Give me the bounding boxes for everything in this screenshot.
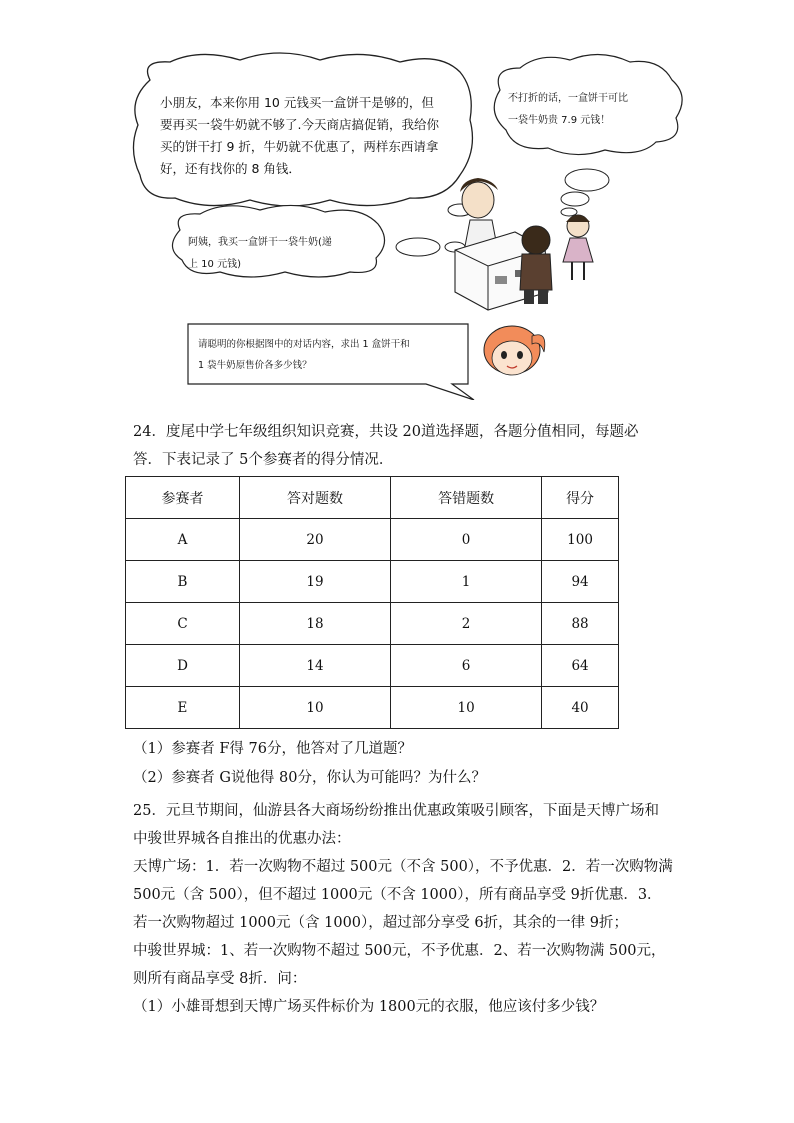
table-cell: 40 <box>542 687 619 729</box>
table-cell: 10 <box>391 687 542 729</box>
question-25-intro: 25．元旦节期间，仙游县各大商场纷纷推出优惠政策吸引顾客，下面是天博广场和中骏世界城各自推出的优惠办法： <box>133 803 659 847</box>
table-cell: D <box>126 645 240 687</box>
thought-dot <box>561 208 577 216</box>
prompt-text <box>198 334 428 376</box>
girl-figure <box>563 215 593 280</box>
child-thought-text <box>508 88 658 132</box>
child-thought-line: 不打折的话，一盒饼干可比 <box>508 93 628 104</box>
score-table <box>125 476 619 729</box>
table-cell: 19 <box>239 561 390 603</box>
clerk-speech-line: 好，还有找你的 8 角钱． <box>160 161 301 176</box>
table-row <box>126 645 619 687</box>
child-speech-line: 上 10 元钱) <box>188 259 241 270</box>
table-cell: 100 <box>542 519 619 561</box>
header-correct: 答对题数 <box>239 477 390 519</box>
table-cell: 64 <box>542 645 619 687</box>
prompt-line: 1 袋牛奶原售价各多少钱？ <box>198 360 312 371</box>
table-cell: 18 <box>239 603 390 645</box>
table-row <box>126 687 619 729</box>
table-cell: 88 <box>542 603 619 645</box>
header-score: 得分 <box>542 477 619 519</box>
question-25-tianbo-rules: 天博广场：1．若一次购物不超过 500元（不含 500），不予优惠．2．若一次购物满 500元（含 500），但不超过 1000元（不含 1000），所有商品享受 9折优惠．3．若一次购物超过 1000元（含 1000），超过部分享受 6折，其余的一律 9折； <box>133 859 673 931</box>
table-header-row <box>126 477 619 519</box>
clerk-speech-text <box>160 92 460 180</box>
table-cell: 20 <box>239 519 390 561</box>
table-cell: 14 <box>239 645 390 687</box>
cartoon-girl-head <box>484 326 545 375</box>
question-24-text: 24．度尾中学七年级组织知识竞赛，共设 20道选择题，各题分值相同，每题必答．下表记录了 5个参赛者的得分情况． <box>133 424 639 468</box>
table-cell: 1 <box>391 561 542 603</box>
question-24-part-2: （2）参赛者 G说他得 80分，你认为可能吗？为什么？ <box>133 770 486 786</box>
clerk-speech-line: 买的饼干打 9 折，牛奶就不优惠了，两样东西请拿 <box>160 139 439 154</box>
table-cell: 0 <box>391 519 542 561</box>
question-25-part-1: （1）小雄哥想到天博广场买件标价为 1800元的衣服，他应该付多少钱？ <box>133 999 605 1015</box>
child-speech-line: 阿姨，我买一盒饼干一袋牛奶(递 <box>188 237 332 248</box>
table-cell: B <box>126 561 240 603</box>
clerk-speech-line: 小朋友，本来你用 10 元钱买一盒饼干是够的，但 <box>160 95 434 110</box>
prompt-line: 请聪明的你根据图中的对话内容，求出 1 盒饼干和 <box>198 339 410 350</box>
thought-dot <box>565 169 609 191</box>
table-cell: E <box>126 687 240 729</box>
table-cell: 6 <box>391 645 542 687</box>
header-contestant: 参赛者 <box>126 477 240 519</box>
child-speech-text <box>188 232 368 276</box>
speech-dot <box>396 238 440 256</box>
header-wrong: 答错题数 <box>391 477 542 519</box>
child-thought-line: 一袋牛奶贵 7.9 元钱！ <box>508 115 611 126</box>
table-cell: C <box>126 603 240 645</box>
table-row <box>126 561 619 603</box>
table-row <box>126 603 619 645</box>
question-24-part-1: （1）参赛者 F得 76分，他答对了几道题？ <box>133 741 412 757</box>
table-cell: 10 <box>239 687 390 729</box>
question-25-zhongjun-rules: 中骏世界城：1、若一次购物不超过 500元，不予优惠．2、若一次购物满 500元，则所有商品享受 8折．问： <box>133 943 666 987</box>
table-cell: 94 <box>542 561 619 603</box>
clerk-speech-line: 要再买一袋牛奶就不够了.今天商店搞促销，我给你 <box>160 117 439 132</box>
table-cell: A <box>126 519 240 561</box>
table-cell: 2 <box>391 603 542 645</box>
question-25-block <box>133 797 673 1021</box>
thought-dot <box>561 192 589 206</box>
table-row <box>126 519 619 561</box>
